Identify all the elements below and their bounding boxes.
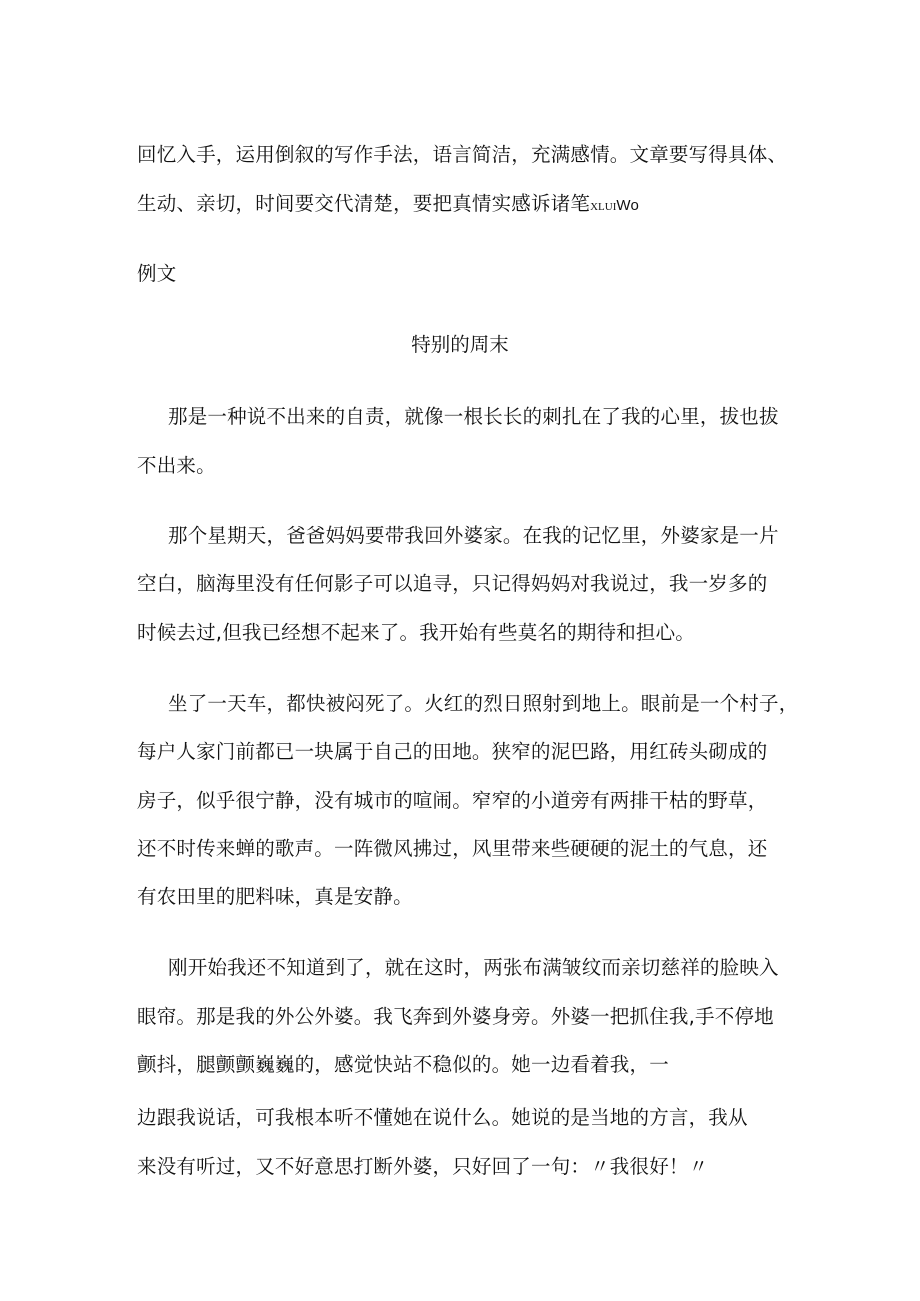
paragraph-4-line-1: 刚开始我还不知道到了，就在这时，两张布满皱纹而亲切慈祥的脸映入 (168, 956, 779, 979)
paragraph-2-line-2: 空白，脑海里没有任何影子可以追寻，只记得妈妈对我说过，我一岁多的 (137, 572, 768, 595)
intro-line-2-garbled: Wo (616, 197, 640, 214)
essay-title: 特别的周末 (411, 333, 509, 356)
paragraph-3-line-1: 坐了一天车，都快被闷死了。火红的烈日照射到地上。眼前是一个村子， (168, 692, 799, 715)
paragraph-2-line-1: 那个星期天，爸爸妈妈要带我回外婆家。在我的记忆里，外婆家是一片 (168, 524, 779, 547)
paragraph-4-line-5: 来没有听过，又不好意思打断外婆，只好回了一句：〃我很好！〃 (137, 1155, 709, 1178)
intro-line-1: 回忆入手，运用倒叙的写作手法，语言简洁，充满感情。文章要写得具体、 (137, 143, 788, 166)
paragraph-4-line-2: 眼帘。那是我的外公外婆。我飞奔到外婆身旁。外婆一把抓住我,手不停地 (137, 1005, 774, 1028)
intro-line-2-garbled-small: XLUI (590, 201, 617, 213)
paragraph-3-line-5: 有农田里的肥料味，真是安静。 (137, 885, 413, 908)
intro-line-2 (137, 192, 639, 219)
paragraph-3-line-3: 房子，似乎很宁静，没有城市的喧闹。窄窄的小道旁有两排干枯的野草， (137, 789, 768, 812)
paragraph-1-line-2: 不出来。 (137, 454, 216, 477)
intro-line-2-text: 生动、亲切，时间要交代清楚，要把真情实感诉诸笔 (137, 192, 591, 215)
paragraph-4-line-3: 颤抖，腿颤颤巍巍的，感觉快站不稳似的。她一边看着我，一 (137, 1053, 669, 1076)
paragraph-3-line-4: 还不时传来蝉的歌声。一阵微风拂过，风里带来些硬硬的泥土的气息，还 (137, 837, 768, 860)
example-label: 例文 (137, 262, 177, 285)
paragraph-4-line-4: 边跟我说话，可我根本听不懂她在说什么。她说的是当地的方言，我从 (137, 1106, 748, 1129)
paragraph-1-line-1: 那是一种说不出来的自责，就像一根长长的刺扎在了我的心里，拔也拔 (168, 405, 779, 428)
paragraph-3-line-2: 每户人家门前都已一块属于自己的田地。狭窄的泥巴路，用红砖头砌成的 (137, 740, 768, 763)
paragraph-2-line-3: 时候去过,但我已经想不起来了。我开始有些莫名的期待和担心。 (137, 621, 695, 644)
